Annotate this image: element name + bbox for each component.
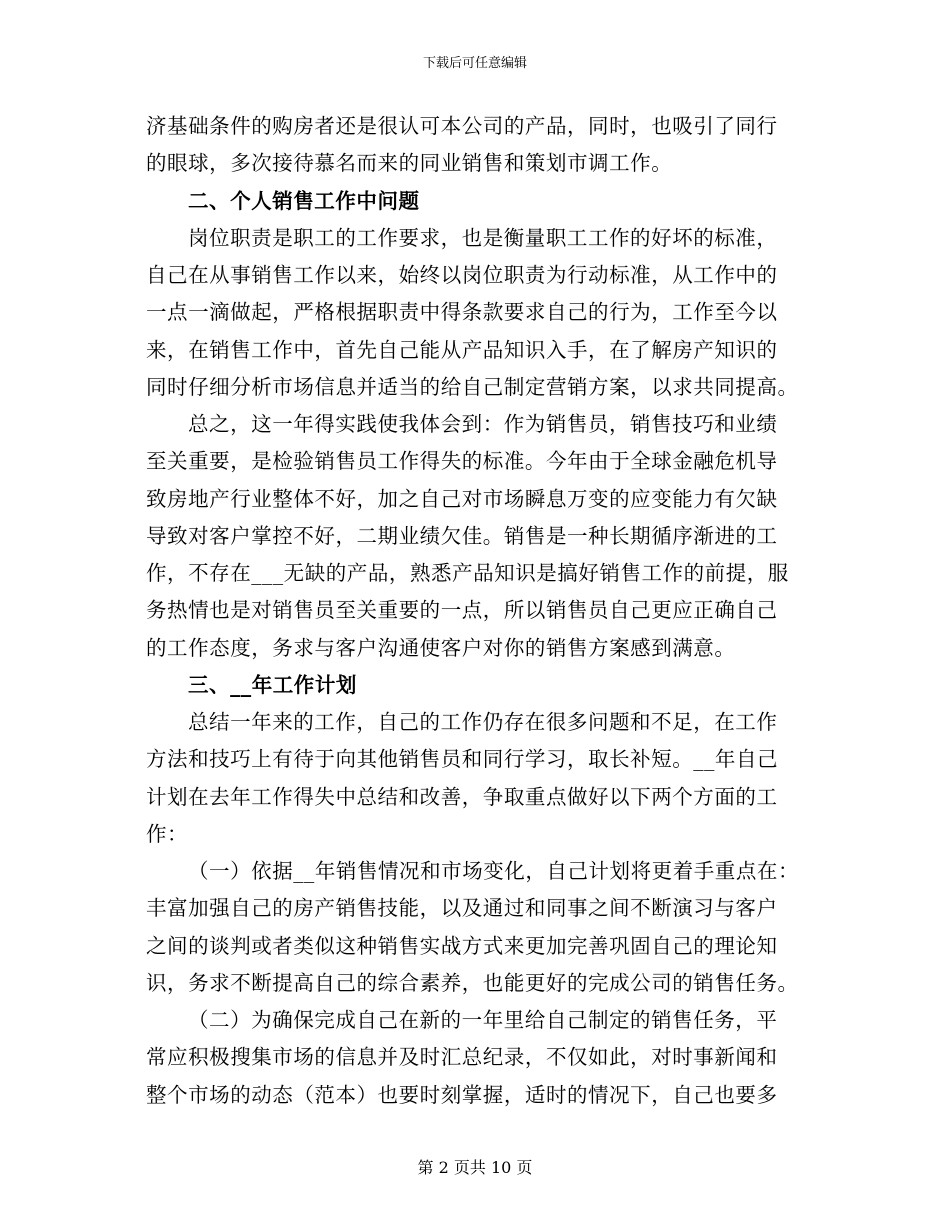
text-line: 务热情也是对销售员至关重要的一点，所以销售员自己更应正确自己 [146,598,778,623]
text-line: 同时仔细分析市场信息并适当的给自己制定营销方案，以求共同提高。 [146,374,799,399]
text-line: （一）依据__年销售情况和市场变化，自己计划将更着手重点在： [188,859,799,883]
section-heading: 三、__年工作计划 [188,672,357,697]
text-line: 之间的谈判或者类似这种销售实战方式来更加完善巩固自己的理论知 [146,933,778,958]
text-line: 方法和技巧上有待于向其他销售员和同行学习，取长补短。__年自己 [146,747,779,772]
text-line: 的眼球，多次接待慕名而来的同业销售和策划市调工作。 [146,151,673,176]
text-line: 济基础条件的购房者还是很认可本公司的产品，同时，也吸引了同行 [146,114,778,138]
page-header: 下载后可任意编辑 [422,56,527,71]
text-line: 常应积极搜集市场的信息并及时汇总纪录，不仅如此，对时事新闻和 [146,1045,778,1070]
text-line: 致房地产行业整体不好，加之自己对市场瞬息万变的应变能力有欠缺 [146,486,778,511]
text-line: 至关重要，是检验销售员工作得失的标准。今年由于全球金融危机导 [146,449,778,474]
text-line: 的工作态度，务求与客户沟通使客户对你的销售方案感到满意。 [146,635,736,660]
text-line: 作，不存在___无缺的产品，熟悉产品知识是搞好销售工作的前提，服 [146,561,789,585]
text-line: 岗位职责是职工的工作要求，也是衡量职工工作的好坏的标准， [188,225,778,250]
text-line: 识，务求不断提高自己的综合素养，也能更好的完成公司的销售任务。 [146,970,799,995]
page-footer: 第 2 页共 10 页 [417,1158,533,1177]
text-line: 整个市场的动态（范本）也要时刻掌握，适时的情况下，自己也要多 [146,1082,778,1107]
text-line: 丰富加强自己的房产销售技能，以及通过和同事之间不断演习与客户 [146,896,778,921]
text-line: （二）为确保完成自己在新的一年里给自己制定的销售任务，平 [188,1008,778,1032]
text-line: 一点一滴做起，严格根据职责中得条款要求自己的行为，工作至今以 [146,300,778,325]
text-line: 导致对客户掌控不好，二期业绩欠佳。销售是一种长期循序渐进的工 [146,523,778,548]
text-line: 来，在销售工作中，首先自己能从产品知识入手，在了解房产知识的 [146,337,778,362]
text-line: 作： [146,821,189,846]
text-line: 自己在从事销售工作以来，始终以岗位职责为行动标准，从工作中的 [146,263,778,287]
section-heading: 二、个人销售工作中问题 [188,188,420,213]
text-line: 总结一年来的工作，自己的工作仍存在很多问题和不足，在工作 [188,710,778,734]
text-line: 总之，这一年得实践使我体会到：作为销售员，销售技巧和业绩 [188,412,778,436]
text-line: 计划在去年工作得失中总结和改善，争取重点做好以下两个方面的工 [146,784,778,809]
